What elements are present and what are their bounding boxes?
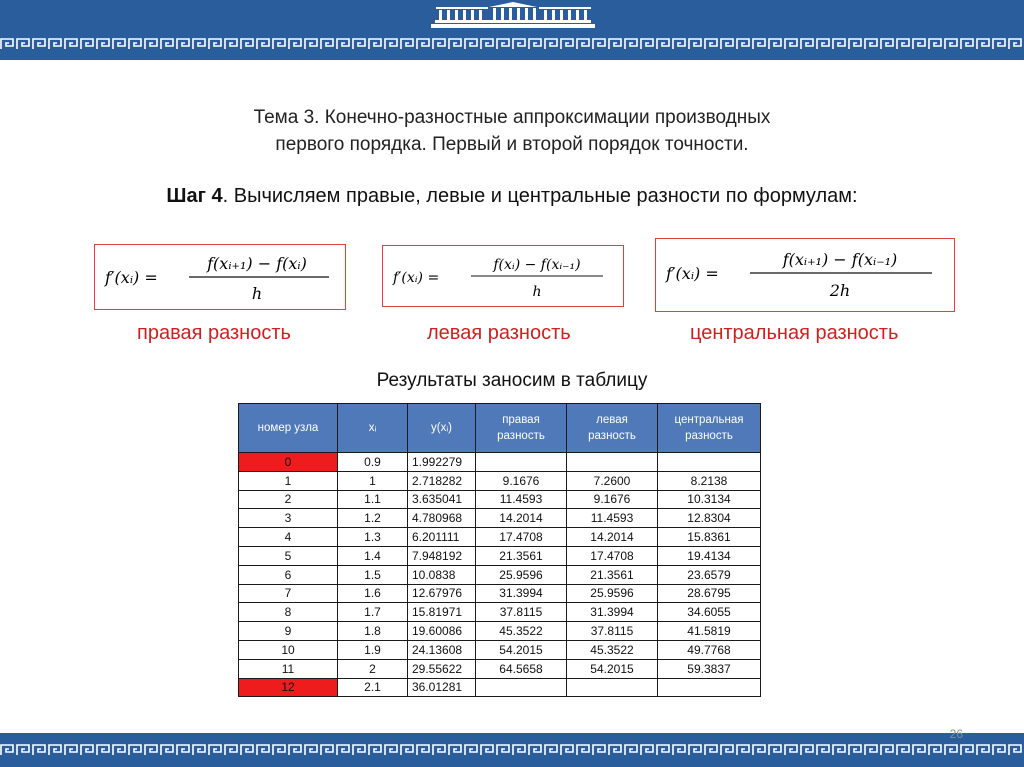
cell-x: 1.8 xyxy=(338,622,408,641)
title-line-1: Тема 3. Конечно-разностные аппроксимации производных xyxy=(253,107,771,128)
caption-central-difference: центральная разность xyxy=(690,322,899,344)
cell-left-difference: 31.3994 xyxy=(567,603,658,622)
cell-right-difference: 11.4593 xyxy=(476,490,567,509)
cell-right-difference: 9.1676 xyxy=(476,471,567,490)
cell-y: 12.67976 xyxy=(408,584,476,603)
cell-y: 6.201111 xyxy=(408,528,476,547)
cell-x: 1.2 xyxy=(338,509,408,528)
cell-node-number: 11 xyxy=(239,659,338,678)
cell-x: 1.4 xyxy=(338,546,408,565)
cell-right-difference: 25.9596 xyxy=(476,565,567,584)
cell-x: 1.1 xyxy=(338,490,408,509)
step-heading xyxy=(0,185,1024,208)
cell-left-difference: 9.1676 xyxy=(567,490,658,509)
formula-denominator: 2h xyxy=(829,281,851,300)
cell-node-number: 1 xyxy=(239,471,338,490)
header-central-difference: центральная разность xyxy=(658,404,761,453)
cell-y: 1.992279 xyxy=(408,453,476,472)
cell-x: 1.3 xyxy=(338,528,408,547)
cell-left-difference: 11.4593 xyxy=(567,509,658,528)
cell-right-difference: 64.5658 xyxy=(476,659,567,678)
cell-x: 2.1 xyxy=(338,678,408,697)
table-row xyxy=(239,528,761,547)
cell-node-number: 8 xyxy=(239,603,338,622)
table-row xyxy=(239,603,761,622)
cell-x: 1 xyxy=(338,471,408,490)
caption-right-difference: правая разность xyxy=(137,322,291,344)
cell-left-difference: 21.3561 xyxy=(567,565,658,584)
table-row xyxy=(239,546,761,565)
cell-node-number: 2 xyxy=(239,490,338,509)
cell-y: 19.60086 xyxy=(408,622,476,641)
formula-denominator: h xyxy=(532,284,542,300)
cell-left-difference: 54.2015 xyxy=(567,659,658,678)
cell-left-difference: 17.4708 xyxy=(567,546,658,565)
step-text: . Вычисляем правые, левые и центральные разности по формулам: xyxy=(222,185,858,207)
cell-central-difference: 23.6579 xyxy=(658,565,761,584)
cell-central-difference: 15.8361 xyxy=(658,528,761,547)
table-row xyxy=(239,509,761,528)
cell-node-number: 6 xyxy=(239,565,338,584)
header-right-difference: правая разность xyxy=(476,404,567,453)
table-row xyxy=(239,584,761,603)
cell-left-difference: 37.8115 xyxy=(567,622,658,641)
building-emblem-icon xyxy=(431,2,595,30)
table-row xyxy=(239,565,761,584)
header-node-number: номер узла xyxy=(239,404,338,453)
formula-left-difference xyxy=(382,245,624,307)
cell-x: 1.9 xyxy=(338,640,408,659)
cell-right-difference: 17.4708 xyxy=(476,528,567,547)
caption-left-difference: левая разность xyxy=(427,322,571,344)
formula-denominator: h xyxy=(251,284,263,303)
formula-numerator: f(xᵢ₊₁) − f(xᵢ) xyxy=(207,254,307,273)
cell-node-number: 0 xyxy=(239,453,338,472)
cell-central-difference xyxy=(658,453,761,472)
cell-node-number: 9 xyxy=(239,622,338,641)
cell-y: 15.81971 xyxy=(408,603,476,622)
cell-right-difference xyxy=(476,678,567,697)
cell-left-difference: 45.3522 xyxy=(567,640,658,659)
cell-y: 24.13608 xyxy=(408,640,476,659)
formula-central-difference xyxy=(655,238,955,312)
table-header-row xyxy=(239,404,761,453)
cell-y: 4.780968 xyxy=(408,509,476,528)
table-row xyxy=(239,640,761,659)
slide-title xyxy=(150,104,874,158)
formula-lhs: f′(xᵢ) = xyxy=(393,270,440,286)
cell-x: 2 xyxy=(338,659,408,678)
cell-node-number: 12 xyxy=(239,678,338,697)
cell-left-difference: 14.2014 xyxy=(567,528,658,547)
footer-band xyxy=(0,733,1024,767)
header-band xyxy=(0,0,1024,60)
greek-key-border xyxy=(0,38,1024,50)
cell-right-difference: 45.3522 xyxy=(476,622,567,641)
cell-right-difference: 54.2015 xyxy=(476,640,567,659)
cell-central-difference: 34.6055 xyxy=(658,603,761,622)
results-table xyxy=(238,403,761,697)
cell-x: 1.5 xyxy=(338,565,408,584)
cell-node-number: 3 xyxy=(239,509,338,528)
header-y: y(xᵢ) xyxy=(408,404,476,453)
cell-right-difference: 21.3561 xyxy=(476,546,567,565)
cell-central-difference: 19.4134 xyxy=(658,546,761,565)
table-row xyxy=(239,659,761,678)
cell-x: 0.9 xyxy=(338,453,408,472)
title-line-2: первого порядка. Первый и второй порядок точности. xyxy=(275,134,749,155)
cell-left-difference xyxy=(567,453,658,472)
cell-left-difference: 25.9596 xyxy=(567,584,658,603)
table-caption: Результаты заносим в таблицу xyxy=(376,370,648,391)
header-left-difference: левая разность xyxy=(567,404,658,453)
cell-right-difference: 31.3994 xyxy=(476,584,567,603)
page-number: 26 xyxy=(949,727,963,741)
cell-y: 3.635041 xyxy=(408,490,476,509)
cell-node-number: 5 xyxy=(239,546,338,565)
header-x: xᵢ xyxy=(338,404,408,453)
table-row xyxy=(239,622,761,641)
cell-central-difference: 12.8304 xyxy=(658,509,761,528)
cell-central-difference: 8.2138 xyxy=(658,471,761,490)
cell-right-difference: 14.2014 xyxy=(476,509,567,528)
cell-right-difference: 37.8115 xyxy=(476,603,567,622)
cell-y: 36.01281 xyxy=(408,678,476,697)
cell-x: 1.6 xyxy=(338,584,408,603)
cell-y: 2.718282 xyxy=(408,471,476,490)
formula-lhs: f′(xᵢ) = xyxy=(105,268,158,287)
table-row xyxy=(239,678,761,697)
cell-node-number: 10 xyxy=(239,640,338,659)
cell-left-difference: 7.2600 xyxy=(567,471,658,490)
table-row xyxy=(239,490,761,509)
formula-numerator: f(xᵢ₊₁) − f(xᵢ₋₁) xyxy=(782,250,898,269)
formula-lhs: f′(xᵢ) = xyxy=(666,264,719,283)
formula-numerator: f(xᵢ) − f(xᵢ₋₁) xyxy=(493,257,581,273)
greek-key-border xyxy=(0,744,1024,756)
cell-left-difference xyxy=(567,678,658,697)
cell-node-number: 7 xyxy=(239,584,338,603)
cell-y: 29.55622 xyxy=(408,659,476,678)
cell-y: 10.0838 xyxy=(408,565,476,584)
cell-central-difference: 59.3837 xyxy=(658,659,761,678)
cell-central-difference xyxy=(658,678,761,697)
cell-central-difference: 10.3134 xyxy=(658,490,761,509)
table-row xyxy=(239,453,761,472)
step-label: Шаг 4 xyxy=(166,185,223,207)
cell-central-difference: 49.7768 xyxy=(658,640,761,659)
cell-x: 1.7 xyxy=(338,603,408,622)
cell-right-difference xyxy=(476,453,567,472)
cell-y: 7.948192 xyxy=(408,546,476,565)
cell-central-difference: 41.5819 xyxy=(658,622,761,641)
formula-right-difference xyxy=(94,244,346,310)
cell-node-number: 4 xyxy=(239,528,338,547)
cell-central-difference: 28.6795 xyxy=(658,584,761,603)
table-row xyxy=(239,471,761,490)
